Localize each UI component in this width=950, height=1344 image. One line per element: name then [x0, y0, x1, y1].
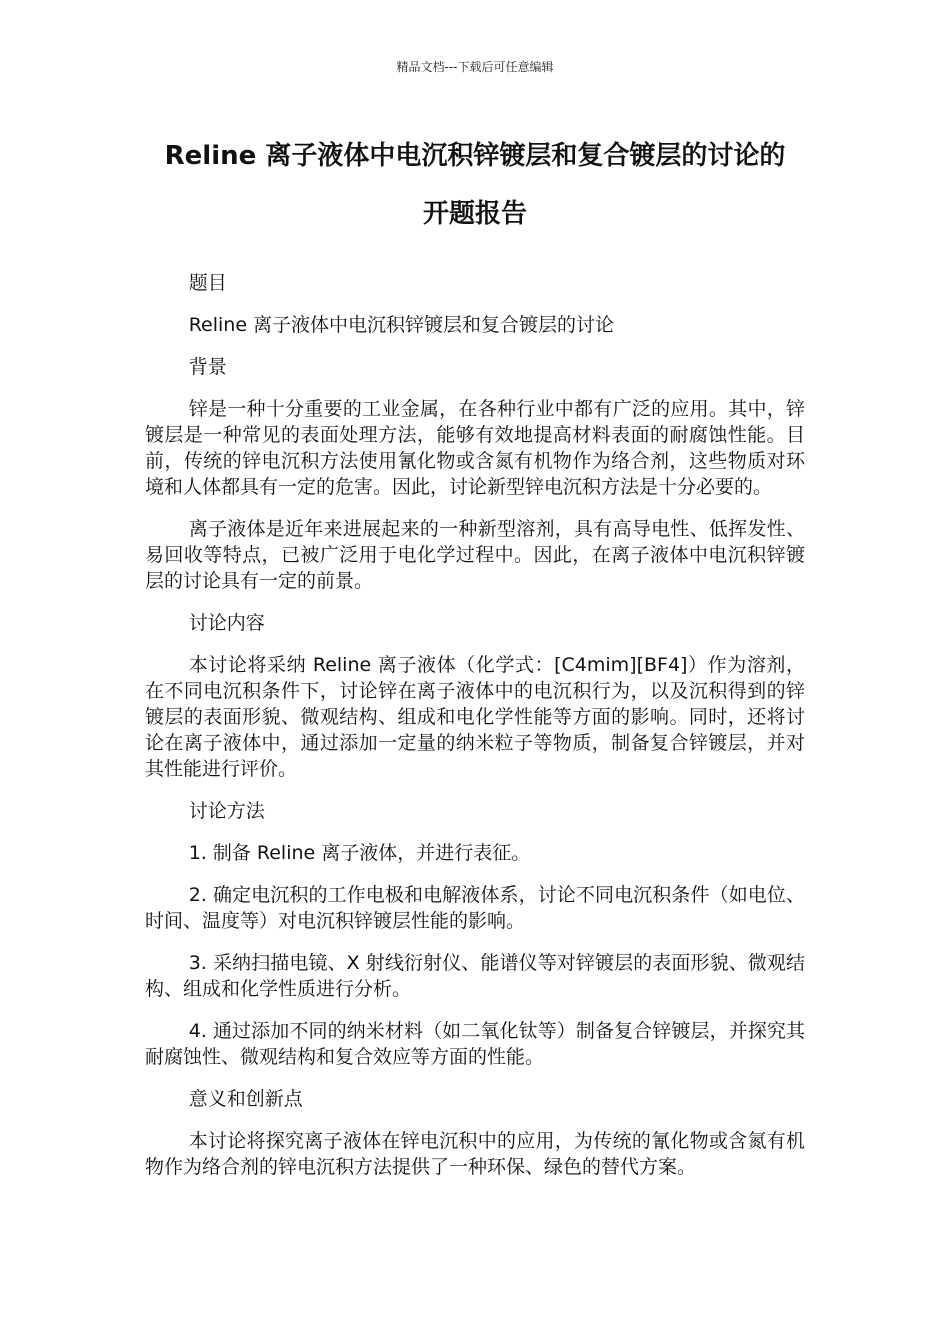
method-item-1: 1. 制备 Reline 离子液体，并进行表征。 [188, 842, 531, 864]
document-title [120, 127, 830, 243]
title-line-1: Reline 离子液体中电沉积锌镀层和复合镀层的讨论的 [164, 141, 786, 171]
method-heading: 讨论方法 [188, 800, 265, 822]
background-paragraph-1: 锌是一种十分重要的工业金属，在各种行业中都有广泛的应用。其中，锌镀层是一种常见的表面处理方法，能够有效地提高材料表面的耐腐蚀性能。目前，传统的锌电沉积方法使用氰化物或含氮有机物作为络合剂，这些物质对环境和人体都具有一定的危害。因此，讨论新型锌电沉积方法是十分必要的。 [145, 398, 805, 498]
document-body [145, 270, 805, 1196]
title-line-2: 开题报告 [422, 199, 527, 229]
header-note: 精品文档---下载后可任意编辑 [396, 60, 554, 74]
significance-heading: 意义和创新点 [188, 1088, 303, 1110]
topic-heading: 题目 [188, 272, 227, 294]
content-heading: 讨论内容 [188, 612, 265, 634]
method-item-3: 3. 采纳扫描电镜、X 射线衍射仪、能谱仪等对锌镀层的表面形貌、微观结构、组成和化学性质进行分析。 [145, 952, 805, 1000]
background-paragraph-2: 离子液体是近年来进展起来的一种新型溶剂，具有高导电性、低挥发性、易回收等特点，已被广泛用于电化学过程中。因此，在离子液体中电沉积锌镀层的讨论具有一定的前景。 [145, 518, 805, 592]
content-paragraph-1: 本讨论将采纳 Reline 离子液体（化学式：[C4mim][BF4]）作为溶剂，在不同电沉积条件下，讨论锌在离子液体中的电沉积行为，以及沉积得到的锌镀层的表面形貌、微观结构、组成和电化学性能等方面的影响。同时，还将讨论在离子液体中，通过添加一定量的纳米粒子等物质，制备复合锌镀层，并对其性能进行评价。 [145, 654, 805, 780]
background-heading: 背景 [188, 356, 227, 378]
method-item-2: 2. 确定电沉积的工作电极和电解液体系，讨论不同电沉积条件（如电位、时间、温度等）对电沉积锌镀层性能的影响。 [145, 884, 805, 932]
topic-text: Reline 离子液体中电沉积锌镀层和复合镀层的讨论 [188, 314, 615, 336]
significance-paragraph-1: 本讨论将探究离子液体在锌电沉积中的应用，为传统的氰化物或含氮有机物作为络合剂的锌电沉积方法提供了一种环保、绿色的替代方案。 [145, 1130, 805, 1178]
method-item-4: 4. 通过添加不同的纳米材料（如二氧化钛等）制备复合锌镀层，并探究其耐腐蚀性、微观结构和复合效应等方面的性能。 [145, 1020, 805, 1068]
